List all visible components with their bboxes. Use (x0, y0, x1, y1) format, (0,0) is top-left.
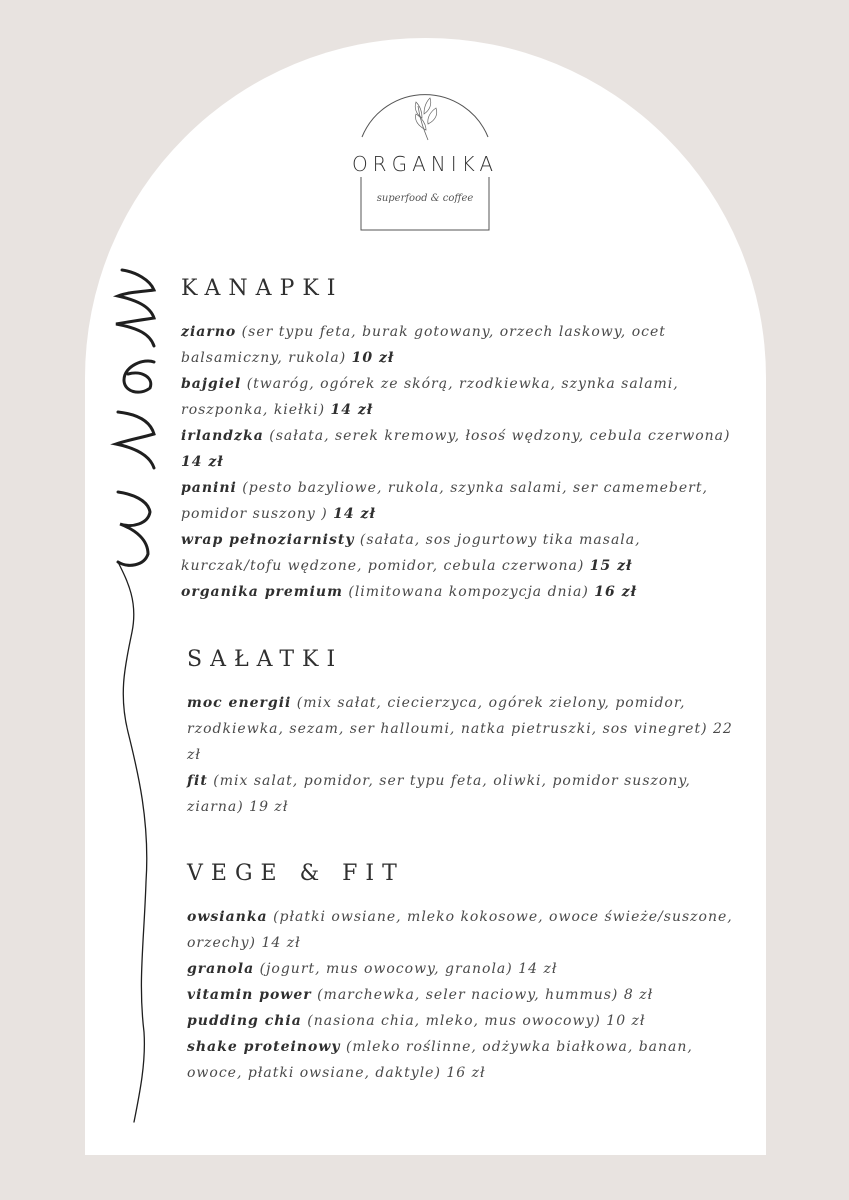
list-item: bajgiel (twaróg, ogórek ze skórą, rzodkiewka, szynka salami, roszponka, kiełki) 14 zł (181, 376, 679, 418)
section-salatki (187, 647, 752, 820)
menu-script-icon (88, 262, 168, 1132)
section-kanapki (181, 276, 741, 605)
list-item: irlandzka (sałata, serek kremowy, łosoś wędzony, cebula czerwona) 14 zł (181, 428, 731, 470)
list-item: moc energii (mix sałat, ciecierzyca, ogórek zielony, pomidor, rzodkiewka, sezam, ser halloumi, natka pietruszki, sos vinegret) 22 zł (187, 695, 733, 763)
list-item: ziarno (ser typu feta, burak gotowany, orzech laskowy, ocet balsamiczny, rukola) 10 zł (181, 324, 666, 366)
section-vege-fit (187, 861, 747, 1086)
menu-script-decoration (88, 262, 168, 1136)
brand-name: ORGANIKA (351, 152, 499, 176)
section-title: VEGE & FIT (187, 861, 405, 886)
list-item: panini (pesto bazyliowe, rukola, szynka salami, ser camemebert, pomidor suszony ) 14 zł (181, 480, 708, 522)
list-item: owsianka (płatki owsiane, mleko kokosowe, owoce świeże/suszone, orzechy) 14 zł (187, 909, 733, 951)
list-item: fit (mix salat, pomidor, ser typu feta, oliwki, pomidor suszony, ziarna) 19 zł (187, 773, 691, 815)
list-item: wrap pełnoziarnisty (sałata, sos jogurtowy tika masala, kurczak/tofu wędzone, pomidor, cebula czerwona) 15 zł (181, 532, 641, 574)
section-title: SAŁATKI (187, 647, 344, 672)
list-item: organika premium (limitowana kompozycja dnia) 16 zł (181, 584, 637, 600)
list-item: shake proteinowy (mleko roślinne, odżywka białkowa, banan, owoce, płatki owsiane, daktyle) 16 zł (187, 1039, 693, 1081)
list-item: granola (jogurt, mus owocowy, granola) 14 zł (187, 961, 558, 977)
section-title: KANAPKI (181, 276, 344, 301)
list-item: pudding chia (nasiona chia, mleko, mus owocowy) 10 zł (187, 1013, 646, 1029)
brand-logo (340, 92, 510, 237)
list-item: vitamin power (marchewka, seler naciowy, hummus) 8 zł (187, 987, 654, 1003)
brand-tagline: superfood & coffee (376, 193, 474, 204)
